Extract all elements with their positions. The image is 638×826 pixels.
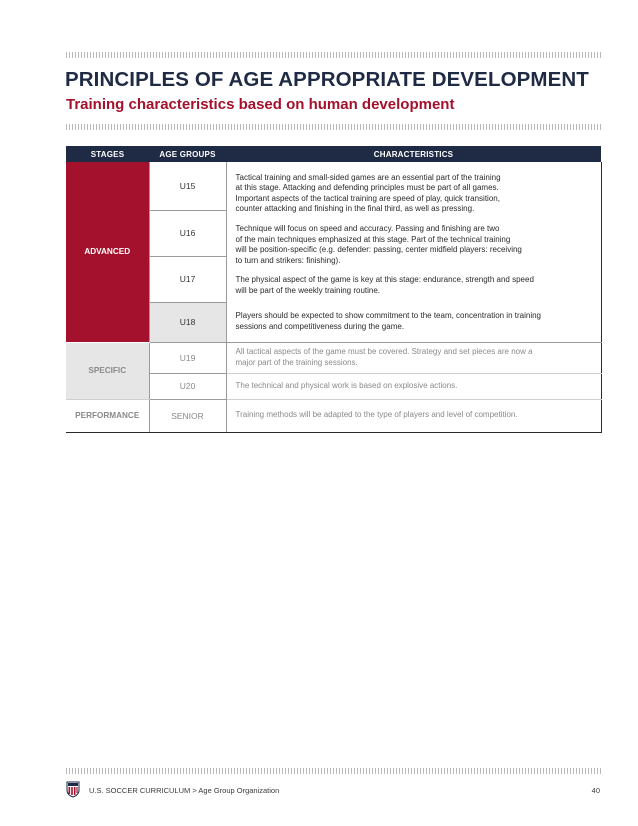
text-line: Tactical training and small-sided games are an essential part of the training bbox=[235, 172, 501, 182]
age-group-u15: U15 bbox=[149, 162, 226, 210]
top-dotted-rule bbox=[66, 52, 601, 58]
age-group-senior: SENIOR bbox=[149, 399, 226, 432]
text-line: The technical and physical work is based on explosive actions. bbox=[235, 380, 458, 390]
age-group-u19: U19 bbox=[149, 342, 226, 373]
text-line: counter attacking and finishing in the final third, as well as pressing. bbox=[235, 204, 475, 214]
header-dotted-rule bbox=[66, 124, 601, 130]
age-group-u17: U17 bbox=[149, 256, 226, 302]
text-line: Technique will focus on speed and accuracy. Passing and finishing are two bbox=[235, 223, 500, 233]
age-group-u16: U16 bbox=[149, 210, 226, 256]
age-group-u20: U20 bbox=[149, 373, 226, 399]
characteristics-specific-tactical bbox=[226, 342, 601, 373]
footer-dotted-rule bbox=[66, 768, 601, 774]
text-line: Training methods will be adapted to the type of players and level of competition. bbox=[235, 410, 518, 420]
column-header-characteristics: CHARACTERISTICS bbox=[226, 146, 601, 162]
development-table bbox=[66, 146, 602, 433]
text-line: at this stage. Attacking and defending principles must be part of all games. bbox=[235, 183, 499, 193]
table-row bbox=[66, 162, 601, 210]
table-row bbox=[66, 342, 601, 373]
stage-performance: PERFORMANCE bbox=[66, 399, 149, 432]
text-line: of the main techniques emphasized at this stage. Part of the technical training bbox=[235, 234, 511, 244]
age-group-u18: U18 bbox=[149, 302, 226, 342]
characteristics-performance bbox=[226, 399, 601, 432]
text-line: will be part of the weekly training routine. bbox=[235, 285, 381, 295]
text-line: All tactical aspects of the game must be covered. Strategy and set pieces are now a bbox=[235, 346, 533, 356]
column-header-stages: STAGES bbox=[66, 146, 149, 162]
characteristics-commitment bbox=[226, 302, 601, 342]
text-line: sessions and competitiveness during the game. bbox=[235, 321, 405, 331]
table-header-row bbox=[66, 146, 601, 162]
characteristics-physical bbox=[236, 275, 601, 296]
characteristics-advanced bbox=[226, 162, 601, 302]
footer-breadcrumb: U.S. SOCCER CURRICULUM > Age Group Organization bbox=[89, 786, 280, 795]
us-soccer-crest-icon bbox=[66, 781, 80, 798]
stage-specific: SPECIFIC bbox=[66, 342, 149, 399]
characteristics-technique bbox=[236, 224, 601, 266]
text-line: major part of the training sessions. bbox=[235, 357, 358, 367]
text-line: The physical aspect of the game is key at this stage: endurance, strength and speed bbox=[235, 275, 534, 285]
stage-advanced: ADVANCED bbox=[66, 162, 149, 342]
page-title: PRINCIPLES OF AGE APPROPRIATE DEVELOPMENT bbox=[65, 68, 589, 91]
page-subtitle: Training characteristics based on human development bbox=[66, 96, 455, 113]
text-line: to turn and strikers: finishing). bbox=[235, 255, 341, 265]
text-line: will be position-specific (e.g. defender: passing, center midfield players: receiving bbox=[235, 245, 522, 255]
column-header-age-groups: AGE GROUPS bbox=[149, 146, 226, 162]
text-line: Players should be expected to show commitment to the team, concentration in training bbox=[235, 311, 541, 321]
table-row bbox=[66, 399, 601, 432]
text-line: Important aspects of the tactical training are speed of play, quick transition, bbox=[235, 193, 500, 203]
characteristics-specific-physical bbox=[226, 373, 601, 399]
characteristics-tactical bbox=[236, 168, 601, 215]
page-number: 40 bbox=[591, 786, 600, 795]
